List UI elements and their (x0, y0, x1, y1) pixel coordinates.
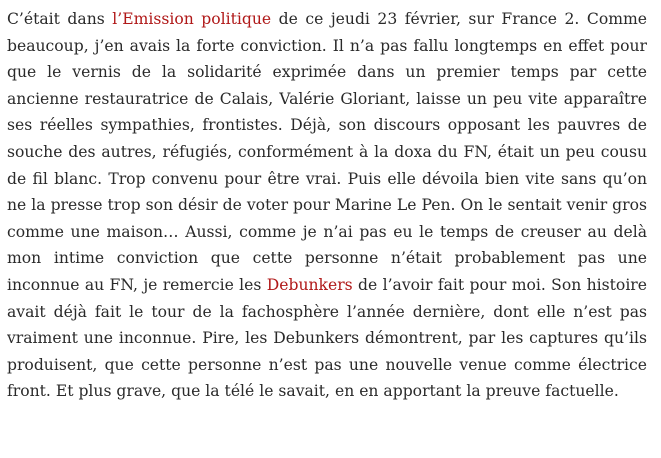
debunkers-link[interactable]: Debunkers (266, 275, 353, 294)
paragraph-line: comme une maison… Aussi, comme je n’ai pas eu le temps de creuser au delà (7, 222, 647, 241)
paragraph-line: ne la presse trop son désir de voter pour Marine Le Pen. On le sentait venir gros (7, 196, 647, 215)
paragraph-line: beaucoup, j’en avais la forte conviction. Il n’a pas fallu longtemps en effet pour (7, 36, 647, 55)
paragraph-line: inconnue au FN, je remercie les Debunkers de l’avoir fait pour moi. Son histoire (7, 275, 647, 294)
paragraph-line: avait déjà fait le tour de la fachosphère l’année dernière, dont elle n’est pas (7, 302, 647, 321)
paragraph-line: ancienne restauratrice de Calais, Valérie Gloriant, laisse un peu vite apparaître (7, 89, 647, 108)
paragraph-line: vraiment une inconnue. Pire, les Debunkers démontrent, par les captures qu’ils (7, 329, 647, 348)
paragraph-line: que le vernis de la solidarité exprimée dans un premier temps par cette (7, 63, 647, 82)
paragraph-line: souche des autres, réfugiés, conformément à la doxa du FN, était un peu cousu (7, 142, 647, 161)
emission-politique-link[interactable]: l’Emission politique (112, 10, 272, 28)
paragraph-line: front. Et plus grave, que la télé le savait, en en apportant la preuve factuelle. (7, 382, 619, 401)
paragraph-line: mon intime conviction que cette personne n’était probablement pas une (7, 249, 647, 268)
paragraph-line: ses réelles sympathies, frontistes. Déjà, son discours opposant les pauvres de (7, 116, 647, 135)
paragraph-line: de fil blanc. Trop convenu pour être vrai. Puis elle dévoila bien vite sans qu’on (7, 169, 647, 188)
paragraph-line: produisent, que cette personne n’est pas une nouvelle venue comme électrice (7, 355, 647, 374)
article-paragraph (7, 6, 647, 405)
paragraph-line: C’était dans l’Emission politique de ce jeudi 23 février, sur France 2. Comme (7, 10, 647, 28)
